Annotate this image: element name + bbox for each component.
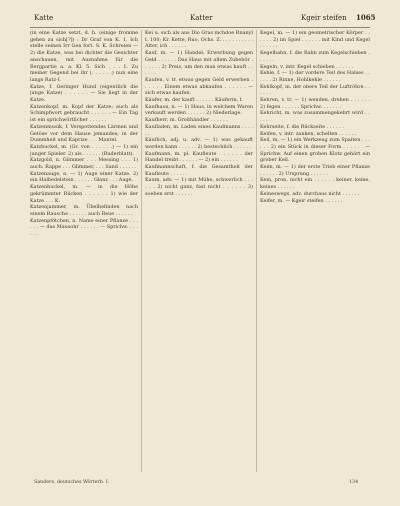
- entry: Kehle, f. — 1) der vordere Teil des Halses . . . . . . 2) Rinne, Hohlkehle . . . . . .: [260, 70, 370, 83]
- entry: Katzenjammer, m. Übelbefinden nach einem Rausche . . . . . . auch Reue . . . . . .: [30, 204, 138, 217]
- column-1: [30, 30, 138, 472]
- entry: Kehrseite, f. die Rückseite . . . . . .: [260, 123, 344, 130]
- entry: Katzenkopf, m. Kopf der Katze; auch als Schimpfwort gebraucht . . . . . . — Ein Tag ist ein sprichwörtlicher . . . . . .: [30, 103, 138, 124]
- page-header: [0, 11, 400, 25]
- entry: Kei u. sich als aus Dio Gras mchdoe Rnanyl t. 100; Kr. Kette, Ruo, Ochs. Z. . . . . . . . . . . Alter, ich . . . . . .: [145, 30, 253, 50]
- header-right-headword: Kgeir steifen: [301, 14, 347, 22]
- entry: Kehlkopf, m. der obere Teil der Luftröhre . . . . . .: [260, 83, 370, 97]
- entry: Kehren, v. tr. — 1) wenden, drehen . . . . . . 2) fegen . . . . . . Sprichw. . . . . . .: [260, 97, 370, 110]
- entry: Kehricht, m. was zusammengekehrt wird . . . . . .: [260, 110, 370, 124]
- entry: Katzenpfötchen, n. Name einer Pflanze . . . . . . — das Mausohr . . . . . . — Sprichw. . . . . . .: [30, 217, 138, 238]
- entry: Keim, m. — 1) der erste Trieb einer Pflanze . . . . . . 2) Ursprung . . . . . .: [260, 164, 370, 177]
- entry: Kegelbahn, f. die Bahn zum Kegelschieben . . . . . .: [260, 50, 370, 63]
- entry: Katzenmusik, f. Verspottendes Lärmen und Getöse vor dem Hause jemandes; in der Dummheit und Kaprize . . . Mantel.: [30, 123, 138, 144]
- entry: Kaufherr, m. Großhändler . . . . . .: [145, 117, 228, 124]
- entry: Kein, pron. nicht ein . . . . . . keiner, keine, keines . . . . . .: [260, 177, 370, 191]
- entry: Katzgold, n. Glimmer . . . Messing . . . 1) auch: Rappe . . . Glimmer, . . . Sand . . . . . .: [30, 157, 138, 171]
- header-center-headword: Katter: [190, 14, 213, 22]
- signature-mark: 134: [349, 480, 359, 485]
- column-divider: [256, 30, 257, 472]
- entry: Kaufhaus, n. — 1) Haus, in welchem Waren verkauft werden . . . . . . 2) Niederlage.: [145, 103, 253, 117]
- entry: Katzenbuckel, m. — in die Höhe gekrümmter Rücken . . . . . . 1) wie der Katze . . . K.: [30, 184, 138, 204]
- entry: Keineswegs, adv. durchaus nicht . . . . . .: [260, 190, 360, 197]
- entry: Kaufmannschaft, f. die Gesamtheit der Kaufleute . . . . . .: [145, 164, 253, 177]
- entry: Katzbuckel, m. (Gr. von . . . . . .) — 1) ein junger Spieler. 2) als . . . . . . (Ruderblatt).: [30, 143, 138, 157]
- entry: Kaufen, v. tr. etwas gegen Geld erwerben . . . . . . Einem etwas abkaufen . . . . . . — sich etwas kaufen.: [145, 76, 253, 97]
- entry: Kaufmann, m. pl. Kaufleute . . . . . . der Handel treibt . . . . . . — 2) ein . . . . . .: [145, 150, 253, 164]
- entry: Katze, f. Geringer Hund (eigentlich die junge Katze) . . . . . . — Sie liegt in der Katze.: [30, 83, 138, 104]
- header-rule: [30, 27, 370, 28]
- entry: Kegel, m. — 1) ein geometrischer Körper . . . . . . 2) im Spiel . . . . . . mit Kind und Kegel . . . . . .: [260, 30, 370, 50]
- entry: Käufer, m. der kauft . . . . . . Käuferin, f.: [145, 97, 243, 104]
- column-3: [260, 30, 370, 472]
- page-footer: [0, 478, 400, 488]
- footer-source: Sanders, deutsches Wörterb. I.: [34, 480, 110, 485]
- entry: Keifer, m. — Kgeir steifen . . . . . .: [260, 197, 343, 204]
- entry: (in eine Katze setzt, d. h. (einige fromme gehen zu sich[?]) : Dr Graf von K. 1. Ich stelle seinen Irr Gen fort. S. K. Schreien — 2) die Katze, was bei dichter die Gesichter anschauen, mit Ausnahme für die Bergpartie a. a. Kl. 5. Sich . . . 1. Zu meiner Gegend bei ihr (. . . . . .) nun eine langs Ratz-I.: [30, 30, 138, 83]
- page-number: 1065: [356, 13, 376, 22]
- column-divider: [141, 30, 142, 472]
- entry: Kaum, adv. — 1) mit Mühe, schwerlich . . . . . . 2) nicht ganz, fast nicht . . . . . . 3) soeben erst . . . . . .: [145, 177, 253, 197]
- column-2: [145, 30, 253, 472]
- entry: Keifen, v. intr. zanken, schelten . . . . . .: [260, 130, 357, 137]
- entry: Kaufladen, m. Laden eines Kaufmanns . . . . . .: [145, 123, 253, 137]
- entry: Katzenauge, n. — 1) Auge einer Katze. 2) ein Halbedelstein . . . . . . Glanz . . . Auge.: [30, 170, 138, 184]
- entry: Käuflich, adj. u. adv. — 1) was gekauft werden kann . . . . . . 2) bestechlich . . . . . .: [145, 137, 253, 150]
- entry: Keil, m. — 1) ein Werkzeug zum Spalten . . . . . . 2) ein Stück in dieser Form . . . . . . — Sprichw. Auf einen groben Klotz gehört ein grober Keil.: [260, 137, 370, 164]
- entry: Kegeln, v. intr. Kegel schieben . . . . . .: [260, 63, 354, 70]
- header-left-headword: Katte: [34, 14, 54, 22]
- entry: Kauf, m. — 1) Handel; Erwerbung gegen Geld . . . . . . Das Haus mit allem Zubehör . . . . . . 2) Preis, um den man etwas kauft . . . . . .: [145, 50, 253, 77]
